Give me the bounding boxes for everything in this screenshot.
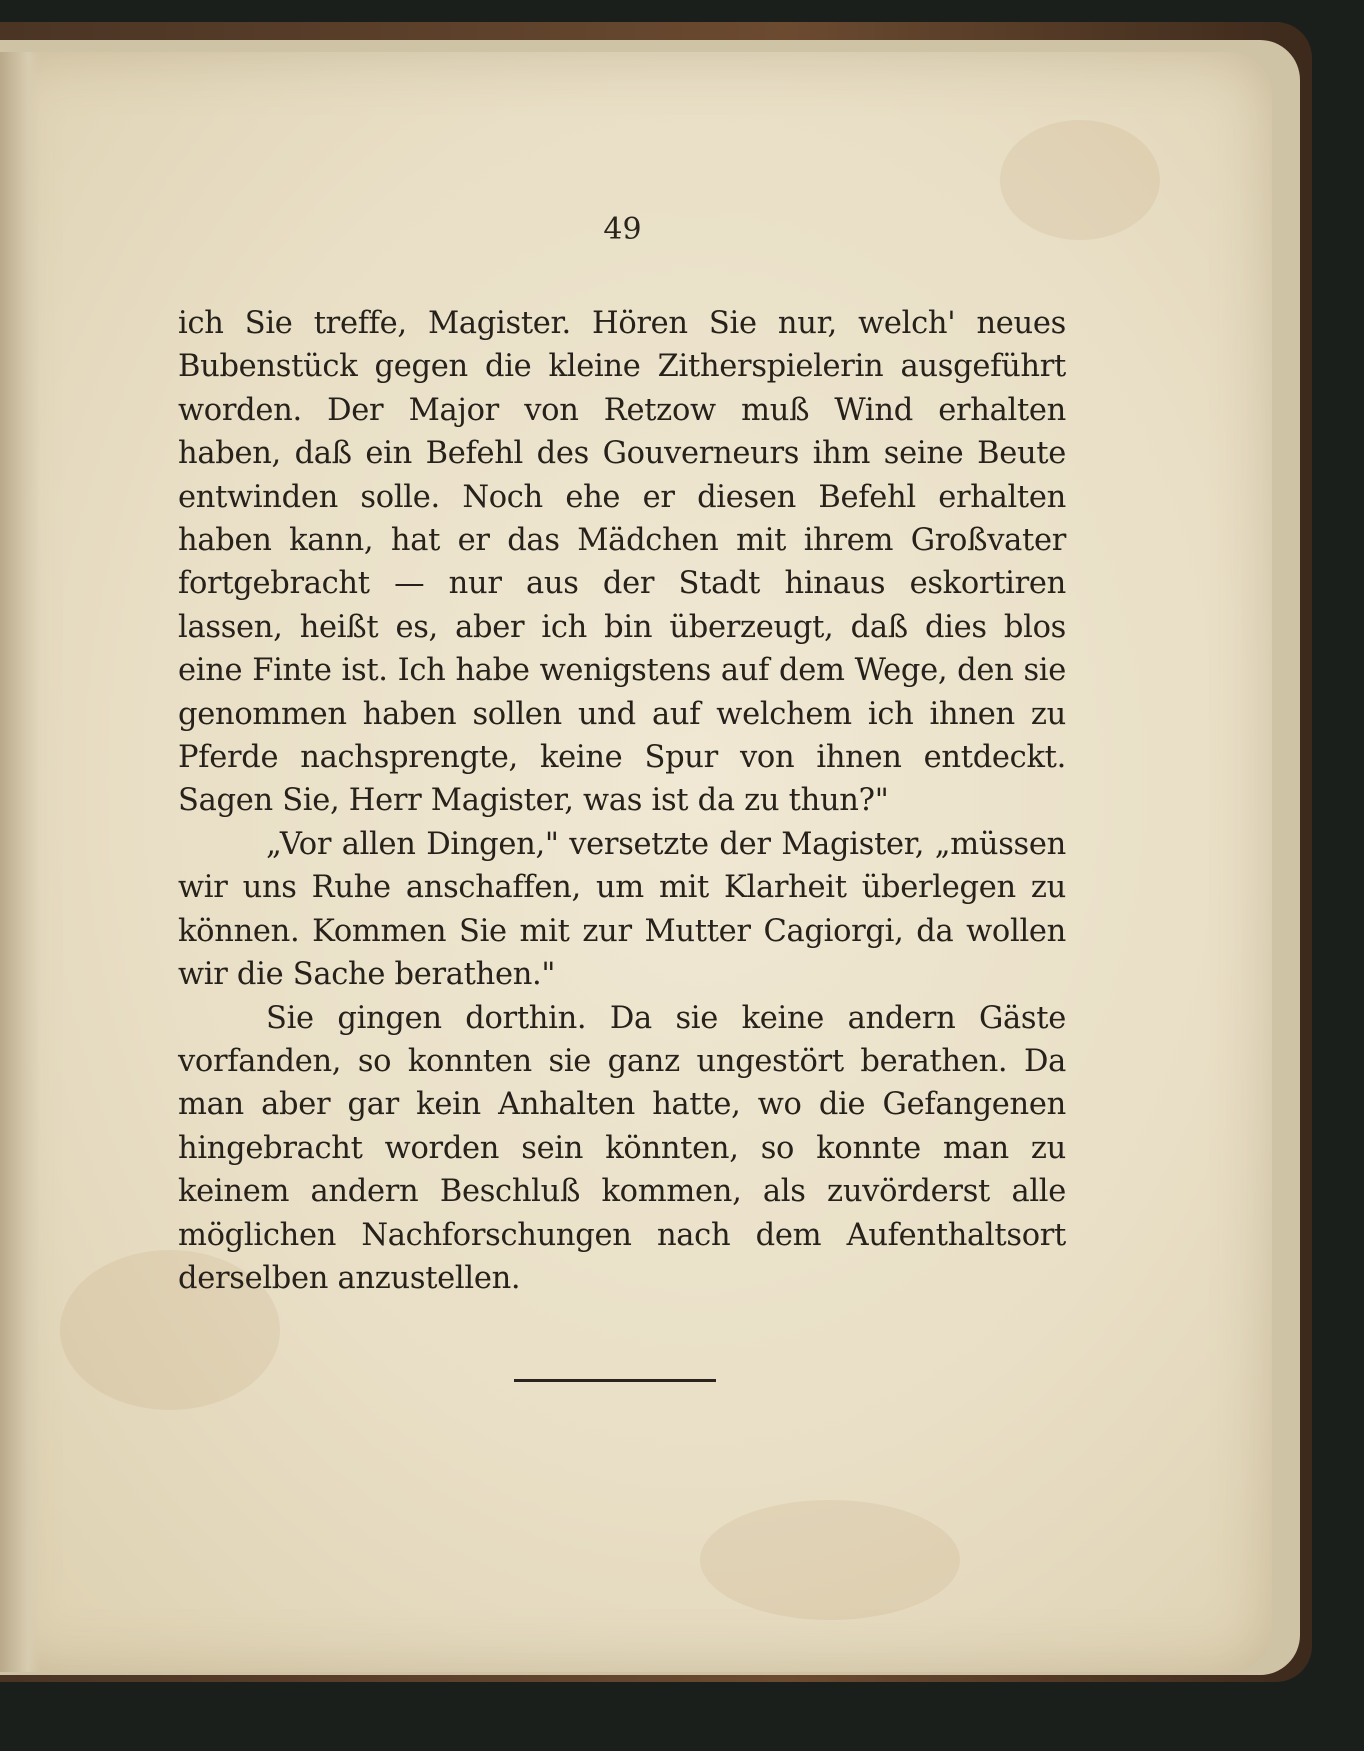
paragraph: „Vor allen Dingen," versetzte der Magister, „müssen wir uns Ruhe anschaffen, um mit Klarheit überlegen zu können. Kommen Sie mit zur Mutter Cagiorgi, da wollen wir die Sache berathen." xyxy=(178,826,1066,993)
body-text xyxy=(178,302,1066,1300)
paragraph: ich Sie treffe, Magister. Hören Sie nur, welch' neues Bubenstück gegen die kleine Zitherspielerin ausgeführt worden. Der Major von Retzow muß Wind erhalten haben, daß ein Befehl des Gouverneurs ihm seine Beute entwinden solle. Noch ehe er diesen Befehl erhalten haben kann, hat er das Mädchen mit ihrem Großvater fortgebracht — nur aus der Stadt hinaus eskortiren lassen, heißt es, aber ich bin überzeugt, daß dies blos eine Finte ist. Ich habe wenigstens auf dem Wege, den sie genommen haben sollen und auf welchem ich ihnen zu Pferde nachsprengte, keine Spur von ihnen entdeckt. Sagen Sie, Herr Magister, was ist da zu thun?" xyxy=(178,306,1066,819)
paragraph: Sie gingen dorthin. Da sie keine andern Gäste vorfanden, so konnten sie ganz ungestört berathen. Da man aber gar kein Anhalten hatte, wo die Gefangenen hingebracht worden sein könnten, so konnte man zu keinem andern Beschluß kommen, als zuvörderst alle möglichen Nachforschungen nach dem Aufenthaltsort derselben anzustellen. xyxy=(178,1000,1066,1296)
page-gutter xyxy=(0,52,40,1672)
page-number: 49 xyxy=(603,212,642,247)
stain xyxy=(700,1500,960,1620)
end-rule xyxy=(514,1379,716,1382)
